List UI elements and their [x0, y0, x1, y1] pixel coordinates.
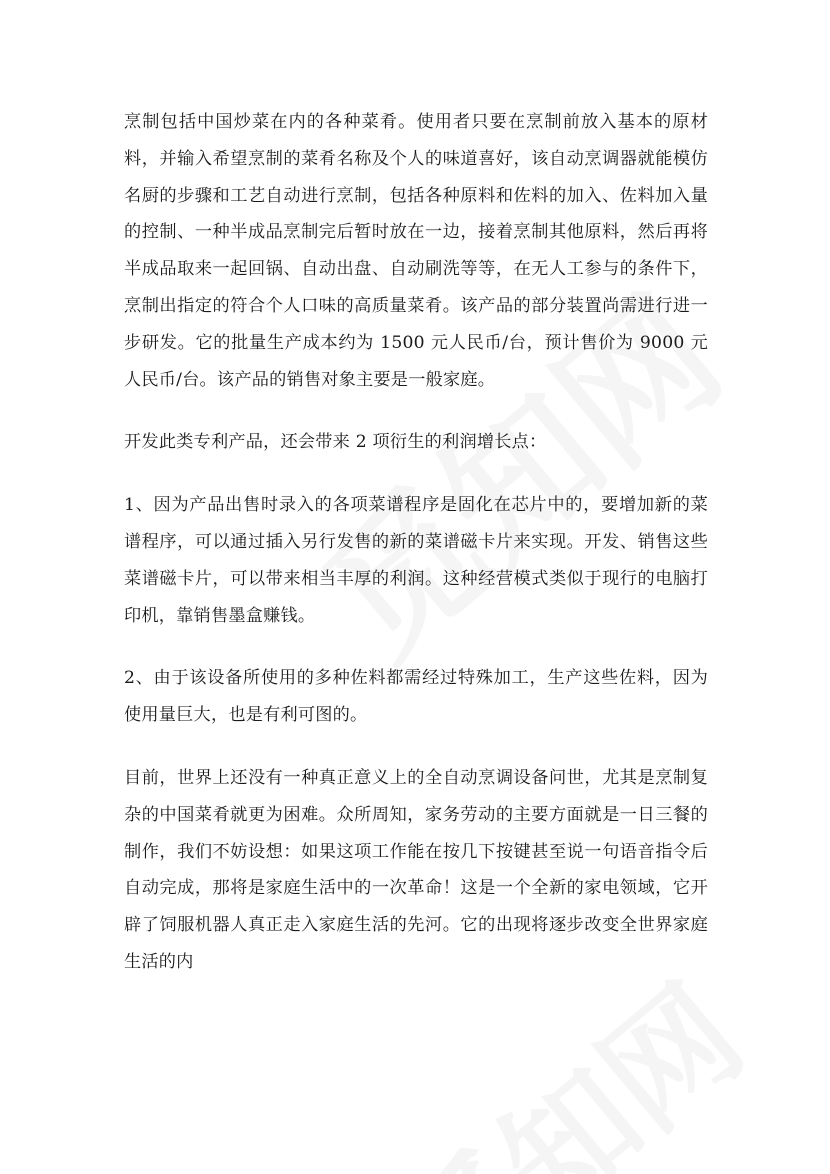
paragraph-profit-intro: 开发此类专利产品，还会带来 2 项衍生的利润增长点：: [124, 432, 547, 453]
paragraph-profit-point-2: 2、由于该设备所使用的多种佐料都需经过特殊加工，生产这些佐料，因为使用量巨大，也是有利可图的。: [124, 668, 708, 726]
document-body: [124, 104, 708, 981]
paragraph-product-description: 烹制包括中国炒菜在内的各种菜肴。使用者只要在烹制前放入基本的原材料，并输入希望烹制的菜肴名称及个人的味道喜好，该自动烹调器就能模仿名厨的步骤和工艺自动进行烹制，包括各种原料和佐料的加入、佐料加入量的控制、一种半成品烹制完后暂时放在一边，接着烹制其他原料，然后再将半成品取来一起回锅、自动出盘、自动刷洗等等，在无人工参与的条件下，烹制出指定的符合个人口味的高质量菜肴。该产品的部分装置尚需进行进一步研发。它的批量生产成本约为 1500 元人民币/台，预计售价为 9000 元人民币/台。该产品的销售对象主要是一般家庭。: [124, 112, 708, 390]
paragraph-profit-point-1: 1、因为产品出售时录入的各项菜谱程序是固化在芯片中的，要增加新的菜谱程序，可以通过插入另行发售的新的菜谱磁卡片来实现。开发、销售这些菜谱磁卡片，可以带来相当丰厚的利润。这种经营模式类似于现行的电脑打印机，靠销售墨盒赚钱。: [124, 495, 708, 626]
paragraph-market-outlook: 目前，世界上还没有一种真正意义上的全自动烹调设备问世，尤其是烹制复杂的中国菜肴就更为困难。众所周知，家务劳动的主要方面就是一日三餐的制作，我们不妨设想：如果这项工作能在按几下按键甚至说一句语音指令后自动完成，那将是家庭生活中的一次革命！这是一个全新的家电领域，它开辟了饲服机器人真正走入家庭生活的先河。它的出现将逐步改变全世界家庭生活的内: [124, 767, 708, 972]
